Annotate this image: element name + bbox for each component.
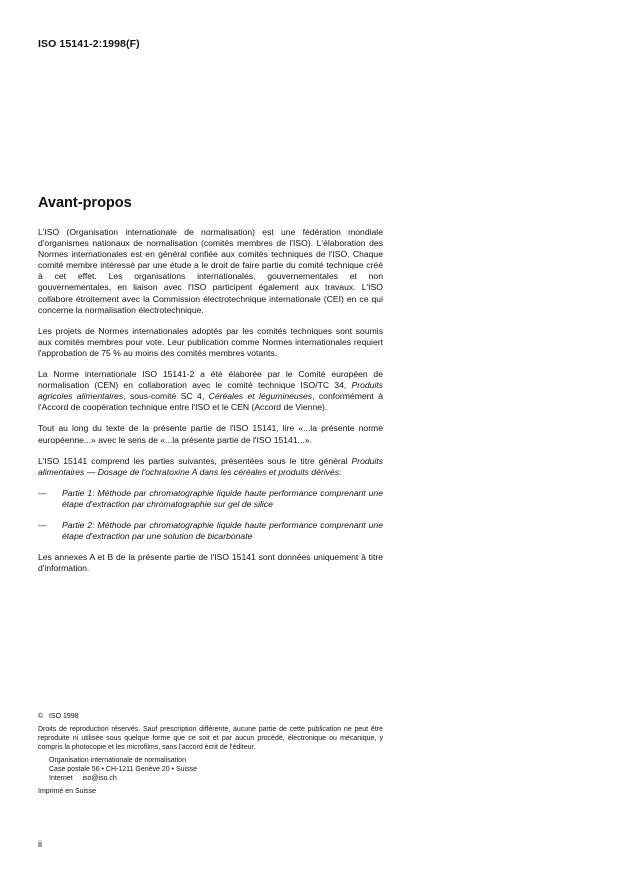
printed-in: Imprimé en Suisse — [38, 788, 96, 795]
list-item — [38, 520, 383, 542]
text-run: : — [339, 466, 342, 477]
page-number: ii — [38, 839, 42, 849]
document-id: ISO 15141-2:1998(F) — [38, 38, 140, 50]
text-run: , sous-comité SC 4, — [123, 391, 209, 402]
paragraph-reading-note: Tout au long du texte de la présente partie de l'ISO 15141, lire «...la présente norme européenne...» avec le sens de «...la présente partie de l'ISO 15141...». — [38, 423, 383, 445]
section-title: Avant-propos — [38, 195, 132, 211]
copyright-footer — [38, 712, 383, 796]
committee-title: Produits agricoles alimentaires — [38, 380, 383, 402]
rights-statement: Droits de reproduction réservés. Sauf prescription différente, aucune partie de cette publication ne peut être reproduite ni utilisée sous quelque forme que ce soit et par aucun procédé, électronique ou mécanique, y compris la photocopie et les microfilms, sans l'accord écrit de l'éditeur. — [38, 726, 383, 751]
paragraph-voting: Les projets de Normes internationales adoptés par les comités techniques sont soumis aux comités membres pour vote. Leur publication comme Normes internationales requiert l'approbation de 75 % au moins des comités membres votants. — [38, 325, 383, 358]
internet-contact: Internet iso@iso.ch — [49, 775, 117, 782]
text-run: , conformément à l'Accord de coopération technique entre l'ISO et le CEN (Accord de Vienne). — [38, 391, 383, 413]
paragraph-preparation — [38, 369, 383, 413]
list-dash: — — [38, 519, 47, 530]
text-run: La Norme internationale ISO 15141-2 a été élaborée par le Comité européen de normalisation (CEN) en collaboration avec le comité technique ISO/TC 34, — [38, 369, 383, 391]
postal-address: Case postale 56 • CH-1211 Genève 20 • Suisse — [49, 766, 197, 773]
subcommittee-title: Céréales et légumineuses — [208, 391, 313, 402]
list-item — [38, 488, 383, 510]
paragraph-parts-intro — [38, 456, 383, 478]
paragraph-iso-intro: L'ISO (Organisation internationale de normalisation) est une fédération mondiale d'organismes nationaux de normalisation (comités membres de l'ISO). L'élaboration des Normes internationales est en général confiée aux comités techniques de l'ISO. Chaque comité membre intéressé par une étude a le droit de faire partie du comité technique créé à cet effet. Les organisations internationales, gouvernementales et non gouvernementales, en liaison avec l'ISO participent également aux travaux. L'ISO collabore étroitement avec la Commission électrotechnique internationale (CEI) en ce qui concerne la normalisation électrotechnique. — [38, 227, 383, 315]
publisher-address — [38, 756, 383, 783]
text-run: L'ISO 15141 comprend les parties suivantes, présentées sous le titre général — [38, 455, 352, 466]
organization-name: Organisation internationale de normalisation — [49, 757, 186, 764]
copyright-notice: © ISO 1998 — [38, 713, 79, 720]
foreword-section — [38, 195, 383, 584]
part-title: Partie 1: Méthode par chromatographie liquide haute performance comprenant une étape d'extraction par chromatographie sur gel de silice — [62, 487, 383, 509]
part-title: Partie 2: Méthode par chromatographie liquide haute performance comprenant une étape d'extraction par une solution de bicarbonate — [62, 519, 383, 542]
general-title: Produits alimentaires — Dosage de l'ochratoxine A dans les céréales et produits dérivés — [38, 455, 383, 477]
paragraph-annexes: Les annexes A et B de la présente partie de l'ISO 15141 sont données uniquement à titre d'information. — [38, 552, 383, 574]
list-dash: — — [38, 487, 47, 498]
